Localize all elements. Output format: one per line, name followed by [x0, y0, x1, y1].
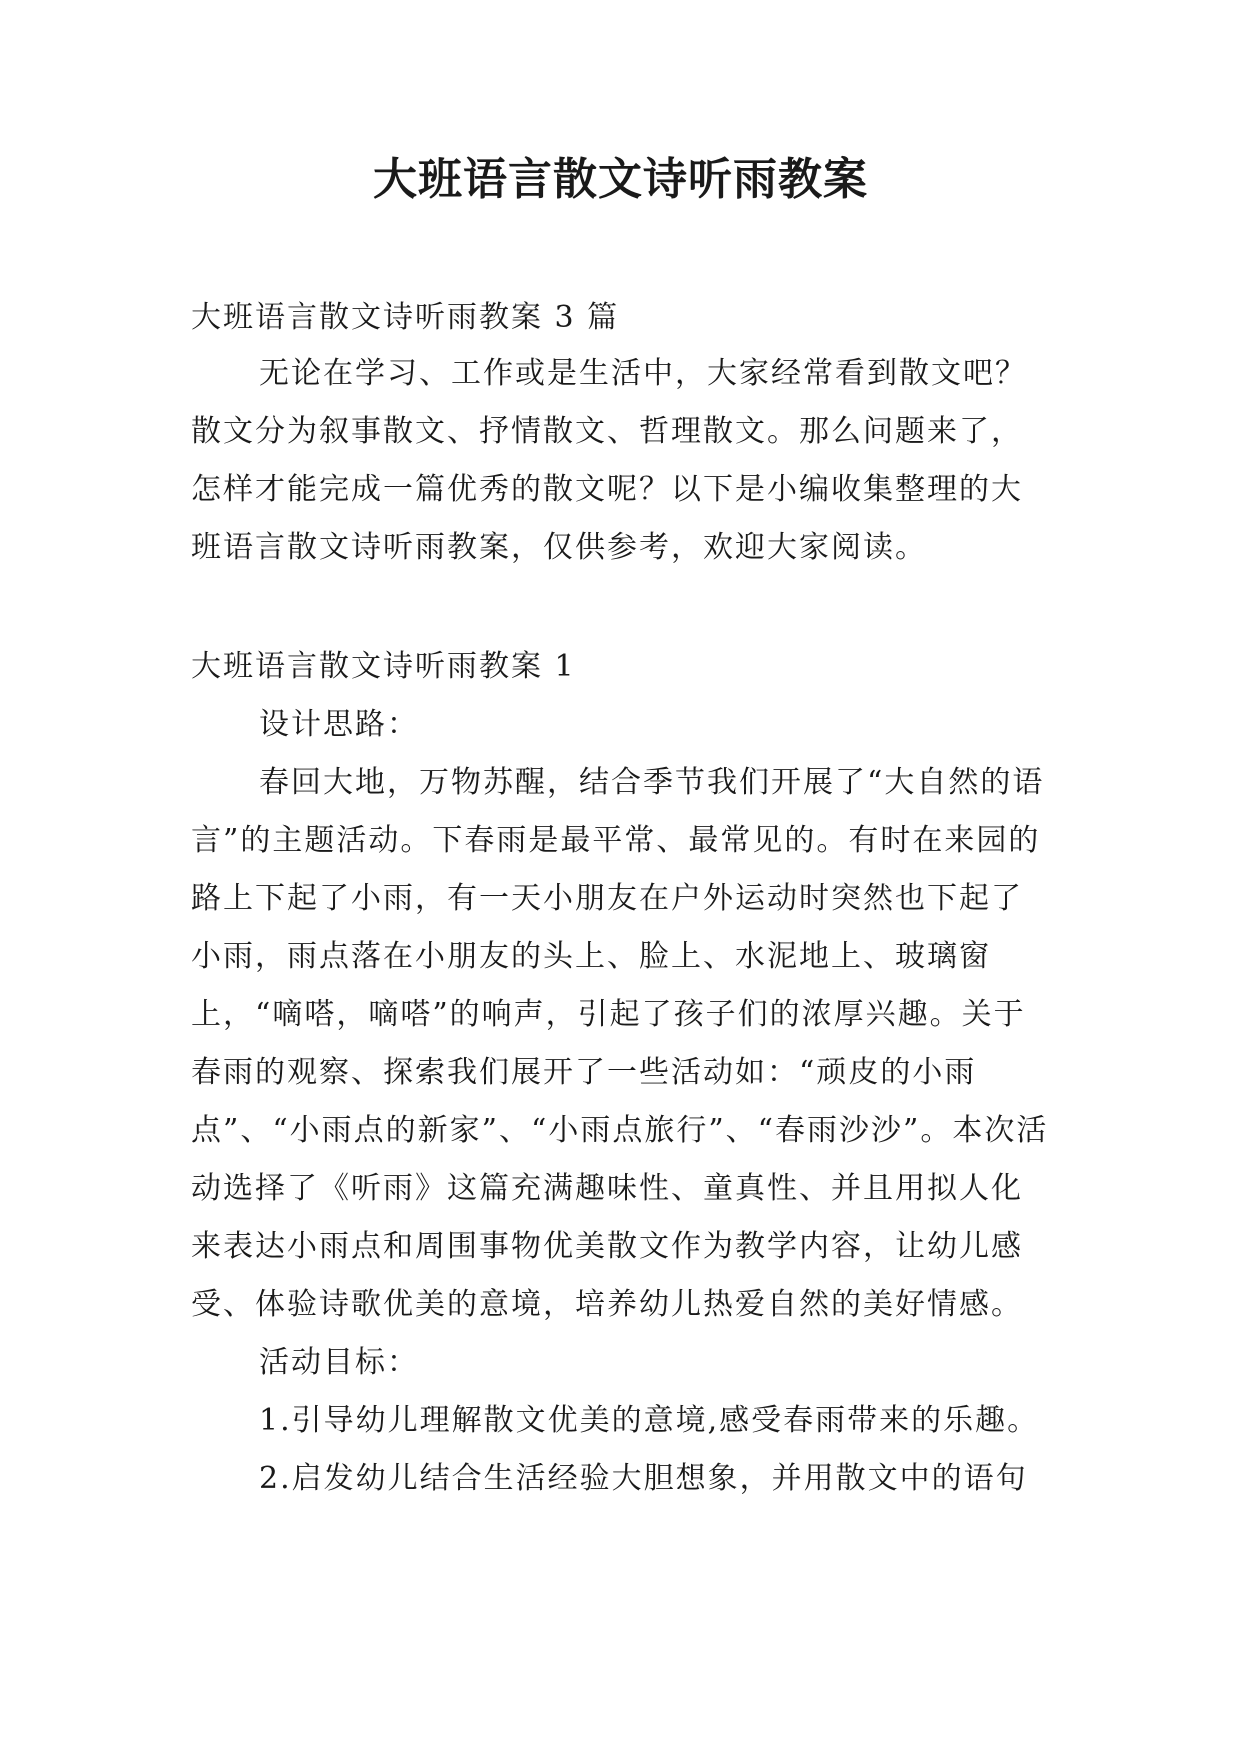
intro-paragraph: 无论在学习、工作或是生活中，大家经常看到散文吧？散文分为叙事散文、抒情散文、哲理散文。那么问题来了，怎样才能完成一篇优秀的散文呢？以下是小编收集整理的大班语言散文诗听雨教案，仅供参考，欢迎大家阅读。 — [191, 356, 1027, 565]
section-1 — [191, 638, 1051, 1508]
document-title: 大班语言散文诗听雨教案 — [373, 154, 868, 205]
goal-item-2: 2.启发幼儿结合生活经验大胆想象，并用散文中的语句 — [259, 1461, 1028, 1496]
design-paragraph: 春回大地，万物苏醒，结合季节我们开展了“大自然的语言”的主题活动。下春雨是最平常、最常见的。有时在来园的路上下起了小雨，有一天小朋友在户外运动时突然也下起了小雨，雨点落在小朋友的头上、脸上、水泥地上、玻璃窗上，“嘀嗒，嘀嗒”的响声，引起了孩子们的浓厚兴趣。关于春雨的观察、探索我们展开了一些活动如：“顽皮的小雨点”、“小雨点的新家”、“小雨点旅行”、“春雨沙沙”。本次活动选择了《听雨》这篇充满趣味性、童真性、并且用拟人化来表达小雨点和周围事物优美散文作为教学内容，让幼儿感受、体验诗歌优美的意境，培养幼儿热爱自然的美好情感。 — [191, 765, 1049, 1322]
section-1-heading: 大班语言散文诗听雨教案 1 — [191, 649, 576, 684]
goals-label: 活动目标： — [259, 1345, 419, 1380]
design-label: 设计思路： — [259, 707, 419, 742]
goal-item-1: 1.引导幼儿理解散文优美的意境,感受春雨带来的乐趣。 — [259, 1403, 1040, 1438]
document-subtitle: 大班语言散文诗听雨教案 3 篇 — [191, 300, 620, 335]
